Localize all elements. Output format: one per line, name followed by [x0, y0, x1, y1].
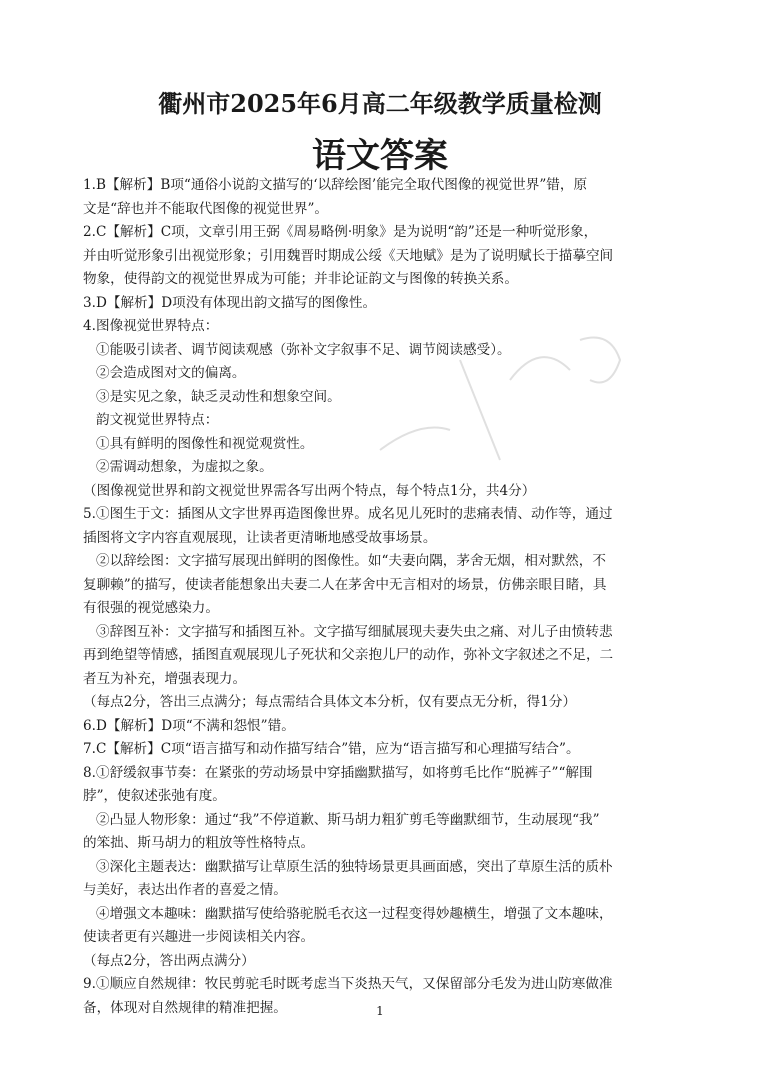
page-number: 1 [376, 1004, 384, 1018]
text-line: 文是“辞也并不能取代图像的视觉世界”。 [83, 200, 328, 217]
page-subtitle: 语文答案 [312, 136, 448, 176]
text-line: 有很强的视觉感染力。 [83, 600, 219, 616]
text-line: 7.C【解析】C项“语言描写和动作描写结合”错，应为“语言描写和心理描写结合”。 [83, 741, 580, 757]
text-line: 脖”，使叙述张弛有度。 [83, 788, 226, 804]
text-line: 的笨拙、斯马胡力的粗放等性格特点。 [83, 835, 315, 851]
text-line: ④增强文本趣味：幽默描写使给骆驼脱毛衣这一过程变得妙趣横生，增强了文本趣味， [96, 905, 613, 922]
page-title: 衢州市2025年6月高二年级教学质量检测 [158, 89, 602, 118]
text-line: ②以辞绘图：文字描写展现出鲜明的图像性。如“夫妻向隅，茅舍无烟，相对默然，不 [96, 553, 606, 569]
text-line: 2.C【解析】C项，文章引用王弼《周易略例·明象》是为说明“韵”还是一种听觉形象， [83, 224, 598, 240]
text-line: ②会造成图对文的偏离。 [96, 365, 246, 381]
text-line: 再到绝望等情感，插图直观展现儿子死状和父亲抱儿尸的动作，弥补文字叙述之不足，二 [83, 647, 614, 663]
text-line: 1.B【解析】B项“通俗小说韵文描写的‘以辞绘图’能完全取代图像的视觉世界”错，原 [83, 177, 588, 193]
text-line: 备，体现对自然规律的精准把握。 [83, 999, 287, 1016]
text-line: （每点2分，答出三点满分；每点需结合具体文本分析，仅有要点无分析，得1分） [83, 694, 577, 710]
text-line: 8.①舒缓叙事节奏：在紧张的劳动场景中穿插幽默描写，如将剪毛比作“脱裤子”“解围 [83, 764, 593, 781]
text-line: 3.D【解析】D项没有体现出韵文描写的图像性。 [83, 294, 377, 311]
text-line: ①能吸引读者、调节阅读观感（弥补文字叙事不足、调节阅读感受）。 [96, 341, 511, 358]
text-line: 韵文视觉世界特点： [96, 412, 219, 428]
text-line: 4.图像视觉世界特点： [83, 318, 219, 334]
text-line: ②凸显人物形象：通过“我”不停道歉、斯马胡力粗犷剪毛等幽默细节，生动展现“我” [96, 811, 600, 828]
text-line: ③辞图互补：文字描写和插图互补。文字描写细腻展现夫妻失虫之痛、对儿子由愤转悲 [96, 623, 613, 640]
text-line: 与美好，表达出作者的喜爱之情。 [83, 882, 287, 898]
answer-body [83, 174, 683, 1020]
text-line: ②需调动想象，为虚拟之象。 [96, 459, 273, 475]
text-line: 使读者更有兴趣进一步阅读相关内容。 [83, 929, 315, 945]
text-line: ①具有鲜明的图像性和视觉观赏性。 [96, 435, 314, 452]
text-line: 并由听觉形象引出视觉形象；引用魏晋时期成公绥《天地赋》是为了说明赋长于描摹空间 [83, 247, 614, 264]
text-line: （每点2分，答出两点满分） [83, 952, 255, 969]
text-line: 6.D【解析】D项“不满和怨恨”错。 [83, 717, 295, 734]
text-line: 插图将文字内容直观展现，让读者更清晰地感受故事场景。 [83, 529, 437, 546]
text-line: 物象，使得韵文的视觉世界成为可能；并非论证韵文与图像的转换关系。 [83, 271, 518, 287]
text-line: 5.①图生于文：插图从文字世界再造图像世界。成名见儿死时的悲痛表情、动作等，通过 [83, 506, 613, 522]
text-line: 复聊赖”的描写，使读者能想象出夫妻二人在茅舍中无言相对的场景，仿佛亲眼目睹，具 [83, 576, 607, 593]
text-line: 9.①顺应自然规律：牧民剪驼毛时既考虑当下炎热天气，又保留部分毛发为进山防寒做准 [83, 976, 613, 992]
text-line: （图像视觉世界和韵文视觉世界需各写出两个特点，每个特点1分，共4分） [83, 482, 536, 499]
text-line: 者互为补充，增强表现力。 [83, 670, 247, 687]
text-line: ③是实见之象，缺乏灵动性和想象空间。 [96, 388, 341, 405]
text-line: ③深化主题表达：幽默描写让草原生活的独特场景更具画面感，突出了草原生活的质朴 [96, 858, 613, 875]
